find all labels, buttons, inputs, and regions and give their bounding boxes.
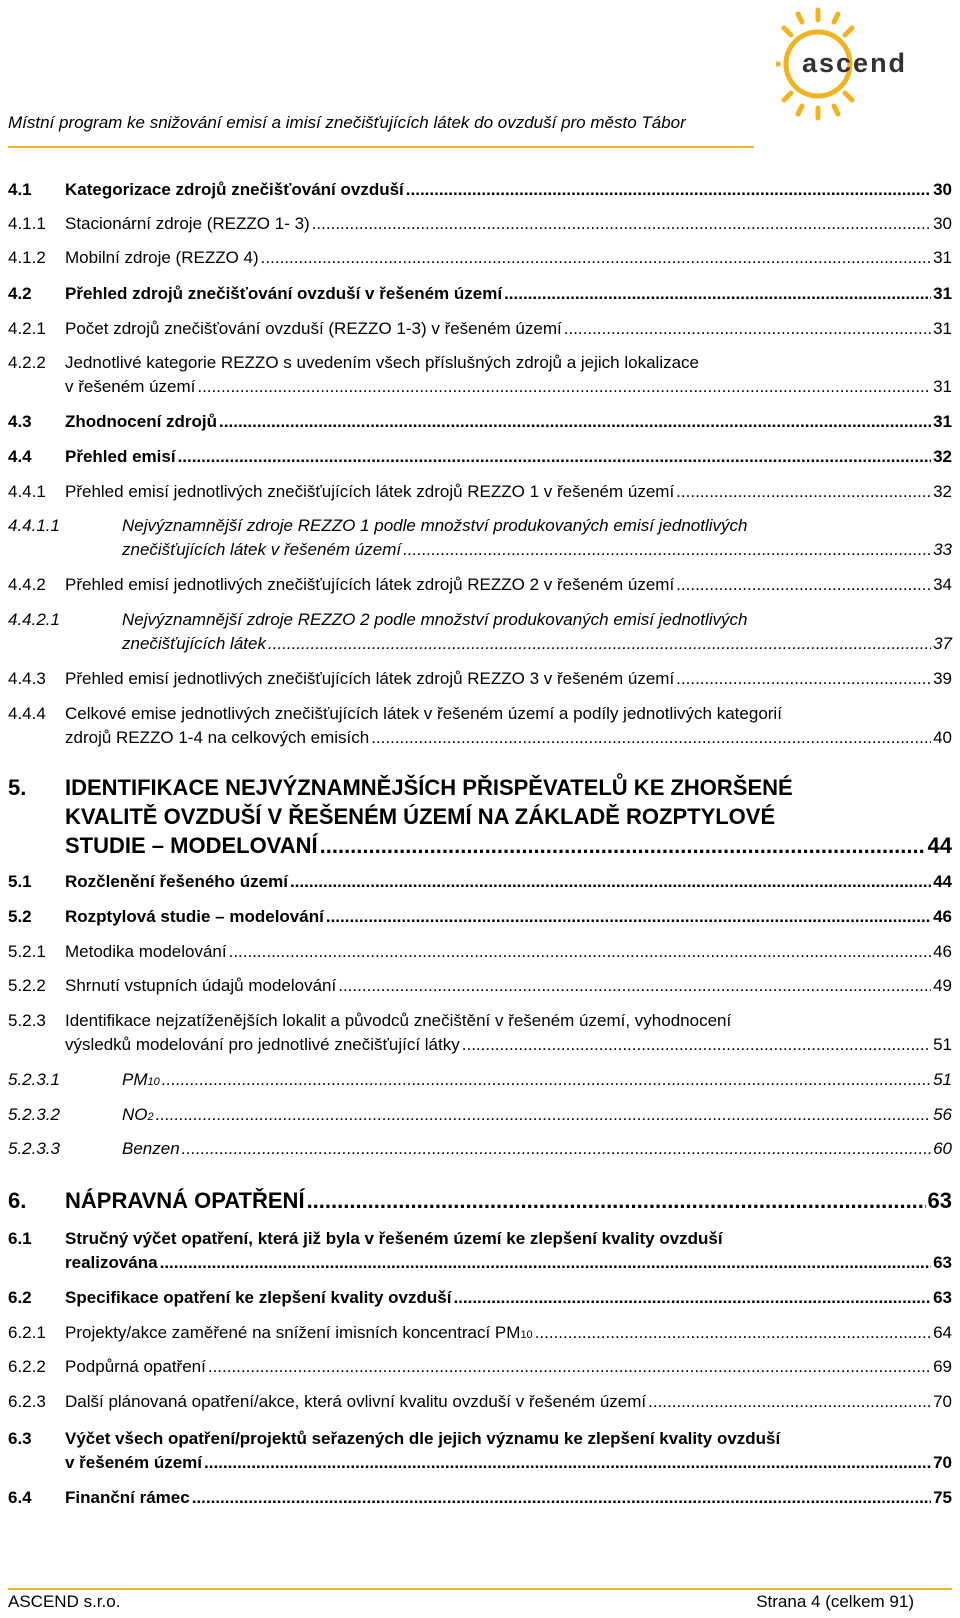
toc-entry-title: IDENTIFIKACE NEJVÝZNAMNĚJŠÍCH PŘISPĚVATELŮ KE ZHORŠENÉ (65, 775, 793, 800)
toc-entry[interactable] (8, 1427, 952, 1475)
toc-entry-page: 44 (933, 872, 952, 891)
toc-entry-title: Shrnutí vstupních údajů modelování (65, 976, 337, 995)
toc-entry-number: 4.4.1.1 (8, 516, 60, 535)
toc-entry-number: 4.4.2 (8, 575, 46, 594)
toc-entry[interactable] (8, 573, 952, 597)
toc-entry-title: Stacionární zdroje (REZZO 1- 3) (65, 214, 310, 233)
toc-entry-title: Nejvýznamnější zdroje REZZO 1 podle množství produkovaných emisí jednotlivých (122, 516, 748, 535)
toc-entry-number: 6. (8, 1188, 27, 1213)
toc-entry[interactable] (8, 870, 952, 894)
toc-dot-leader (535, 1321, 931, 1345)
toc-entry-title: Identifikace nejzatíženějších lokalit a původců znečištění v řešeném území, vyhodnocení (65, 1011, 732, 1030)
toc-entry-page: 30 (933, 180, 952, 199)
toc-entry[interactable] (8, 1355, 952, 1379)
toc-entry-page: 63 (933, 1253, 952, 1272)
toc-entry-number: 4.1.2 (8, 248, 46, 267)
toc-entry[interactable] (8, 410, 952, 434)
toc-entry-title: Finanční rámec (65, 1488, 190, 1507)
toc-entry-page: 49 (933, 976, 952, 995)
toc-entry[interactable] (8, 1186, 952, 1215)
toc-dot-leader (326, 905, 931, 929)
toc-entry-number: 6.2.1 (8, 1323, 46, 1342)
toc-entry-page: 75 (933, 1488, 952, 1507)
toc-entry-title: Specifikace opatření ke zlepšení kvality ovzduší (65, 1288, 452, 1307)
toc-entry[interactable] (8, 480, 952, 504)
toc-dot-leader (261, 246, 931, 270)
toc-entry-page: 51 (933, 1070, 952, 1089)
toc-entry-title: Kategorizace zdrojů znečišťování ovzduší (65, 180, 404, 199)
header-divider (8, 146, 754, 148)
toc-entry-title: PM (122, 1070, 148, 1089)
toc-entry-title: v řešeném území (65, 377, 196, 396)
toc-entry[interactable]: 5.2.3.1 PM 10 ..... 51 (8, 1068, 952, 1092)
toc-dot-leader (462, 1033, 931, 1057)
toc-entry-number: 5.2.1 (8, 942, 46, 961)
toc-entry-number: 6.2.3 (8, 1392, 46, 1411)
toc-dot-leader (182, 1137, 931, 1161)
toc-entry-number: 4.4.3 (8, 669, 46, 688)
toc-entry-page: 32 (933, 482, 952, 501)
toc-entry-title: Přehled emisí (65, 447, 176, 466)
toc-entry[interactable] (8, 773, 952, 860)
toc-entry-number: 4.4.1 (8, 482, 46, 501)
toc-dot-leader (320, 831, 926, 860)
toc-entry-title: znečišťujících látek v řešeném území (122, 540, 402, 559)
toc-entry-page: 63 (927, 1188, 952, 1213)
toc-entry-title: Přehled emisí jednotlivých znečišťujících látek zdrojů REZZO 1 v řešeném území (65, 482, 675, 501)
toc-entry-title: realizována (65, 1253, 158, 1272)
toc-entry-title: NO (122, 1105, 148, 1124)
toc-dot-leader (648, 1390, 931, 1414)
toc-entry-page: 31 (933, 284, 952, 303)
toc-entry-page: 46 (933, 942, 952, 961)
document-title: Místní program ke snižování emisí a imisí znečišťujících látek do ovzduší pro město Tábor (8, 113, 686, 132)
toc-entry[interactable]: 6.2.1 Projekty/akce zaměřené na snížení imisních koncentrací PM 10 ..... 64 (8, 1321, 952, 1345)
toc-entry[interactable] (8, 974, 952, 998)
toc-entry[interactable] (8, 514, 952, 562)
toc-entry-page: 60 (933, 1139, 952, 1158)
toc-dot-leader (564, 317, 931, 341)
footer-page-info: Strana 4 (celkem 91) (756, 1592, 914, 1611)
toc-entry-page: 46 (933, 907, 952, 926)
toc-dot-leader (406, 178, 931, 202)
toc-entry-title: Nejvýznamnější zdroje REZZO 2 podle množství produkovaných emisí jednotlivých (122, 610, 748, 629)
toc-entry-number: 6.2 (8, 1288, 32, 1307)
toc-entry[interactable] (8, 1286, 952, 1310)
toc-entry-number: 4.2.1 (8, 319, 46, 338)
toc-entry-title: Přehled emisí jednotlivých znečišťujících látek zdrojů REZZO 3 v řešeném území (65, 669, 675, 688)
toc-entry-page: 69 (933, 1357, 952, 1376)
toc-entry-title: Zhodnocení zdrojů (65, 412, 218, 431)
toc-entry-page: 34 (933, 575, 952, 594)
toc-entry-title: Projekty/akce zaměřené na snížení imisních koncentrací PM (65, 1323, 521, 1342)
toc-entry-page: 31 (933, 377, 952, 396)
toc-entry-page: 32 (933, 447, 952, 466)
toc-entry-number: 5.1 (8, 872, 32, 891)
toc-entry-title: Přehled zdrojů znečišťování ovzduší v řešeném území (65, 284, 503, 303)
toc-dot-leader (197, 375, 931, 399)
toc-entry-title: NÁPRAVNÁ OPATŘENÍ (65, 1188, 305, 1213)
toc-dot-leader (290, 870, 931, 894)
toc-entry[interactable]: 5.2.3.2 NO 2 ..... 56 (8, 1103, 952, 1127)
toc-entry-number: 4.4 (8, 447, 32, 466)
toc-dot-leader (676, 573, 931, 597)
toc-entry-page: 63 (933, 1288, 952, 1307)
toc-dot-leader (453, 1286, 931, 1310)
toc-entry[interactable] (8, 1390, 952, 1414)
sun-logo-icon (776, 6, 946, 126)
toc-entry-number: 4.3 (8, 412, 32, 431)
toc-entry-number: 5.2.3.3 (8, 1139, 60, 1158)
toc-entry[interactable] (8, 608, 952, 656)
ascend-logo (776, 6, 946, 126)
toc-entry-page: 51 (933, 1035, 952, 1054)
toc-entry[interactable] (8, 1137, 952, 1161)
toc-entry-title: Celkové emise jednotlivých znečišťujících látek v řešeném území a podíly jednotlivých kategorií (65, 704, 782, 723)
toc-entry[interactable] (8, 940, 952, 964)
toc-dot-leader (160, 1251, 931, 1275)
toc-dot-leader (338, 974, 931, 998)
toc-dot-leader (403, 538, 931, 562)
toc-entry[interactable] (8, 1227, 952, 1275)
toc-entry[interactable] (8, 702, 952, 750)
toc-entry-page: 31 (933, 412, 952, 431)
toc-entry-number: 4.2 (8, 284, 32, 303)
toc-entry-number: 5.2.3.1 (8, 1070, 60, 1089)
svg-text:ascend: ascend (802, 48, 908, 78)
toc-entry[interactable] (8, 282, 952, 306)
toc-entry-title: Počet zdrojů znečišťování ovzduší (REZZO 1-3) v řešeném území (65, 319, 562, 338)
toc-entry-title: KVALITĚ OVZDUŠÍ V ŘEŠENÉM ÚZEMÍ NA ZÁKLADĚ ROZPTYLOVÉ (65, 804, 776, 829)
toc-entry-page: 40 (933, 728, 952, 747)
toc-entry-number: 6.3 (8, 1429, 32, 1448)
toc-dot-leader (268, 632, 931, 656)
toc-entry-page: 56 (933, 1105, 952, 1124)
toc-entry-number: 5. (8, 775, 27, 800)
toc-entry-title: Jednotlivé kategorie REZZO s uvedením všech příslušných zdrojů a jejich lokalizace (65, 353, 700, 372)
toc-entry-number: 4.1.1 (8, 214, 46, 233)
toc-entry-title: v řešeném území (65, 1453, 203, 1472)
toc-dot-leader (219, 410, 931, 434)
toc-dot-leader (676, 480, 931, 504)
toc-entry-title: Podpůrná opatření (65, 1357, 206, 1376)
toc-entry-page: 44 (927, 833, 952, 858)
toc-entry-title: Rozčlenění řešeného území (65, 872, 288, 891)
toc-entry-number: 4.4.2.1 (8, 610, 60, 629)
toc-entry-number: 6.2.2 (8, 1357, 46, 1376)
toc-entry-number: 4.1 (8, 180, 32, 199)
toc-entry-title: výsledků modelování pro jednotlivé znečišťující látky (65, 1035, 460, 1054)
toc-entry[interactable] (8, 445, 952, 469)
toc-entry-number: 5.2 (8, 907, 32, 926)
toc-dot-leader (156, 1103, 931, 1127)
toc-entry[interactable] (8, 246, 952, 270)
toc-entry-number: 6.1 (8, 1229, 32, 1248)
toc-dot-leader (371, 726, 931, 750)
toc-entry-title: STUDIE – MODELOVANÍ (65, 833, 318, 858)
toc-entry-page: 39 (933, 669, 952, 688)
toc-entry-title: Mobilní zdroje (REZZO 4) (65, 248, 259, 267)
toc-entry-title: Benzen (122, 1139, 180, 1158)
toc-entry-number: 4.4.4 (8, 704, 46, 723)
toc-entry[interactable] (8, 1009, 952, 1057)
toc-entry-title: Přehled emisí jednotlivých znečišťujících látek zdrojů REZZO 2 v řešeném území (65, 575, 675, 594)
toc-entry[interactable] (8, 351, 952, 399)
toc-entry-page: 70 (933, 1453, 952, 1472)
toc-entry-title: Další plánovaná opatření/akce, která ovlivní kvalitu ovzduší v řešeném území (65, 1392, 647, 1411)
toc-entry-page: 33 (933, 540, 952, 559)
toc-entry-page: 31 (933, 248, 952, 267)
toc-entry[interactable] (8, 178, 952, 202)
toc-dot-leader (178, 445, 932, 469)
toc-entry-page: 30 (933, 214, 952, 233)
toc-dot-leader (229, 940, 931, 964)
toc-entry[interactable] (8, 212, 952, 236)
toc-entry-number: 4.2.2 (8, 353, 46, 372)
toc-entry[interactable] (8, 1486, 952, 1510)
toc-dot-leader (208, 1355, 931, 1379)
toc-dot-leader (307, 1186, 926, 1215)
toc-entry[interactable] (8, 317, 952, 341)
toc-dot-leader (162, 1068, 931, 1092)
toc-entry-page: 31 (933, 319, 952, 338)
toc-dot-leader (312, 212, 931, 236)
footer-company: ASCEND s.r.o. (8, 1592, 121, 1611)
toc-entry-number: 5.2.2 (8, 976, 46, 995)
toc-entry[interactable] (8, 667, 952, 691)
toc-entry-title: zdrojů REZZO 1-4 na celkových emisích (65, 728, 370, 747)
toc-dot-leader (676, 667, 931, 691)
toc-entry-number: 6.4 (8, 1488, 32, 1507)
toc-dot-leader (504, 282, 931, 306)
toc-entry-page: 37 (933, 634, 952, 653)
toc-entry-title: Výčet všech opatření/projektů seřazených dle jejich významu ke zlepšení kvality ovzduší (65, 1429, 781, 1448)
toc-entry-title: Rozptylová studie – modelování (65, 907, 324, 926)
toc-dot-leader (204, 1451, 931, 1475)
toc-entry-title: Stručný výčet opatření, která již byla v řešeném území ke zlepšení kvality ovzduší (65, 1229, 723, 1248)
toc-entry-page: 64 (933, 1323, 952, 1342)
toc-dot-leader (192, 1486, 931, 1510)
toc-entry-number: 5.2.3.2 (8, 1105, 60, 1124)
footer-divider (8, 1588, 952, 1590)
toc-entry-title: znečišťujících látek (122, 634, 266, 653)
toc-entry-page: 70 (933, 1392, 952, 1411)
toc-entry-number: 5.2.3 (8, 1011, 46, 1030)
toc-entry-title: Metodika modelování (65, 942, 227, 961)
toc-entry[interactable] (8, 905, 952, 929)
